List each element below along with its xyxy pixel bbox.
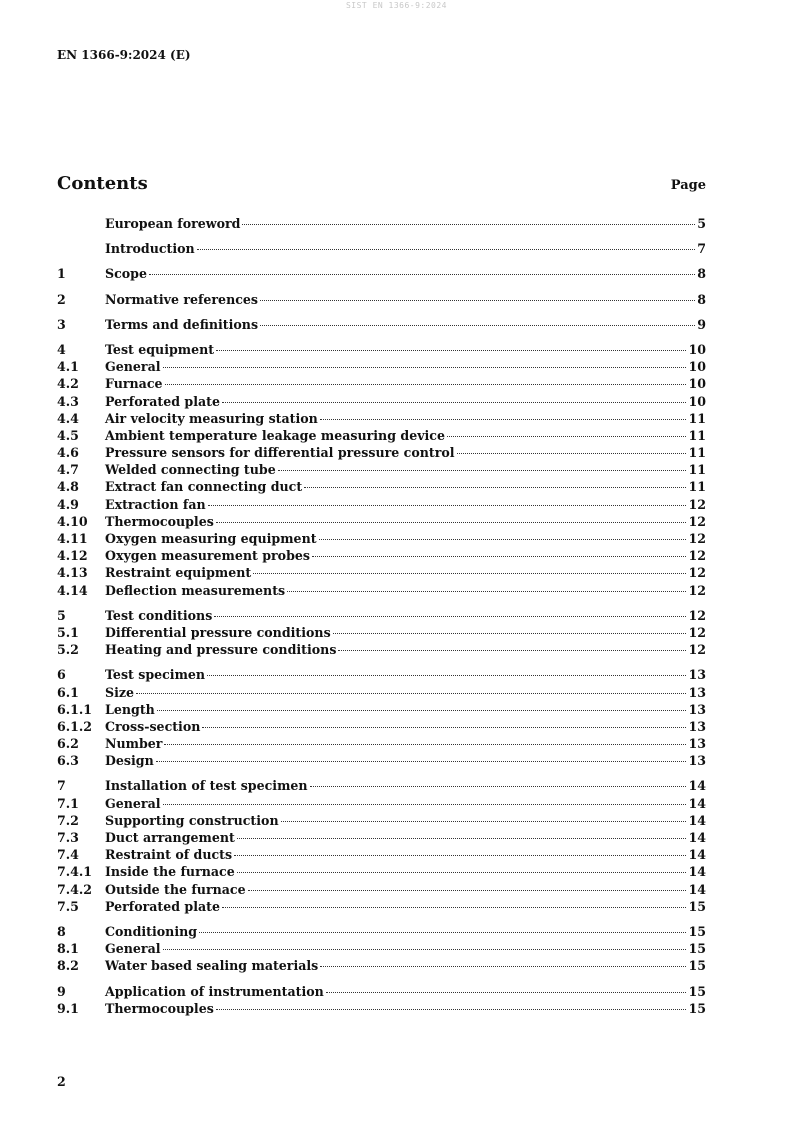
toc-entry-page: 13 — [688, 684, 706, 700]
toc-entry[interactable] — [57, 514, 706, 531]
toc-entry-title: Terms and definitions — [105, 316, 259, 332]
toc-leader-dots — [164, 744, 686, 745]
toc-entry-title: Scope — [105, 266, 147, 282]
toc-leader-dots — [248, 890, 687, 891]
toc-entry-number: 4.5 — [57, 427, 79, 443]
toc-entry-number: 7 — [57, 778, 66, 794]
toc-leader-dots — [202, 727, 686, 728]
toc-leader-dots — [156, 761, 687, 762]
toc-leader-dots — [216, 522, 687, 523]
toc-leader-dots — [320, 966, 686, 967]
toc-group — [57, 292, 706, 309]
toc-entry[interactable] — [57, 266, 706, 283]
toc-entry[interactable] — [57, 899, 706, 916]
toc-entry-title: General — [105, 359, 161, 375]
toc-entry-title: Thermocouples — [105, 1000, 214, 1016]
toc-leader-dots — [216, 1009, 687, 1010]
toc-leader-dots — [253, 573, 686, 574]
toc-group — [57, 216, 706, 233]
toc-entry-page: 13 — [688, 736, 706, 752]
table-of-contents — [57, 216, 706, 1026]
toc-entry-title: Extract fan connecting duct — [105, 479, 303, 495]
toc-entry-title: Furnace — [105, 376, 163, 392]
toc-entry-title: Introduction — [105, 241, 195, 257]
toc-entry[interactable] — [57, 864, 706, 881]
toc-entry-page: 12 — [688, 565, 706, 581]
toc-leader-dots — [320, 419, 687, 420]
toc-entry[interactable] — [57, 958, 706, 975]
toc-entry[interactable] — [57, 830, 706, 847]
toc-entry-number: 6 — [57, 667, 66, 683]
toc-entry[interactable] — [57, 796, 706, 813]
toc-entry-number: 8.1 — [57, 941, 79, 957]
toc-leader-dots — [338, 650, 686, 651]
toc-entry-number: 6.3 — [57, 753, 79, 769]
toc-entry-page: 12 — [688, 496, 706, 512]
toc-entry-number: 4.11 — [57, 531, 88, 546]
toc-entry[interactable] — [57, 241, 706, 258]
toc-entry-title: Water based sealing materials — [105, 958, 319, 974]
toc-entry[interactable] — [57, 1001, 706, 1018]
toc-entry-page: 10 — [688, 393, 706, 409]
toc-entry-page: 11 — [688, 462, 706, 478]
toc-leader-dots — [216, 350, 686, 351]
toc-entry-page: 10 — [688, 341, 706, 357]
toc-entry-page: 14 — [688, 778, 706, 794]
toc-entry-page: 13 — [688, 667, 706, 683]
toc-group — [57, 778, 706, 916]
toc-entry-page: 11 — [688, 479, 706, 495]
toc-entry-number: 4.14 — [57, 582, 88, 598]
toc-entry-title: Application of instrumentation — [105, 983, 324, 999]
toc-leader-dots — [163, 949, 687, 950]
toc-entry-title: Ambient temperature leakage measuring device — [105, 427, 445, 443]
toc-entry[interactable] — [57, 685, 706, 702]
toc-entry-title: Installation of test specimen — [105, 778, 308, 794]
toc-group — [57, 984, 706, 1018]
toc-leader-dots — [163, 804, 687, 805]
toc-leader-dots — [149, 274, 695, 275]
toc-leader-dots — [157, 710, 687, 711]
toc-leader-dots — [260, 300, 695, 301]
toc-entry-number: 6.1.2 — [57, 718, 93, 734]
toc-entry-number: 5.1 — [57, 624, 79, 640]
toc-entry-page: 13 — [688, 701, 706, 717]
toc-entry-page: 8 — [697, 291, 706, 307]
toc-entry[interactable] — [57, 941, 706, 958]
toc-entry-page: 8 — [697, 266, 706, 282]
toc-entry-number: 7.4.2 — [57, 881, 93, 897]
toc-leader-dots — [304, 487, 686, 488]
toc-entry-title: Extraction fan — [105, 496, 206, 512]
toc-entry[interactable] — [57, 583, 706, 600]
toc-leader-dots — [310, 786, 687, 787]
toc-entry-page: 12 — [688, 624, 706, 640]
toc-entry-title: Test specimen — [105, 667, 206, 683]
toc-entry[interactable] — [57, 428, 706, 445]
toc-entry-page: 7 — [697, 241, 706, 257]
toc-entry[interactable] — [57, 642, 706, 659]
toc-entry-title: General — [105, 795, 161, 811]
toc-entry-title: Design — [105, 753, 154, 769]
toc-entry-title: Inside the furnace — [105, 864, 235, 880]
toc-entry-title: Test equipment — [105, 341, 215, 357]
toc-entry-page: 12 — [688, 582, 706, 598]
toc-leader-dots — [237, 838, 687, 839]
toc-leader-dots — [237, 872, 687, 873]
toc-entry-title: Normative references — [105, 291, 259, 307]
toc-entry[interactable] — [57, 394, 706, 411]
toc-entry-number: 4.8 — [57, 479, 79, 495]
toc-leader-dots — [165, 384, 687, 385]
toc-entry[interactable] — [57, 847, 706, 864]
toc-entry-number: 7.5 — [57, 898, 79, 914]
toc-entry-page: 12 — [688, 548, 706, 564]
toc-entry-page: 12 — [688, 642, 706, 658]
toc-entry-number: 4.9 — [57, 496, 79, 512]
toc-entry-title: Welded connecting tube — [105, 462, 276, 478]
toc-entry-page: 11 — [688, 427, 706, 443]
toc-entry[interactable] — [57, 445, 706, 462]
toc-entry[interactable] — [57, 317, 706, 334]
toc-entry-number: 2 — [57, 291, 66, 307]
toc-entry-title: Supporting construction — [105, 812, 279, 828]
toc-entry-number: 5 — [57, 607, 66, 623]
toc-entry[interactable] — [57, 778, 706, 795]
toc-entry[interactable] — [57, 216, 706, 233]
toc-leader-dots — [281, 821, 687, 822]
toc-entry-page: 14 — [688, 864, 706, 880]
toc-entry[interactable] — [57, 292, 706, 309]
toc-entry-title: Test conditions — [105, 607, 213, 623]
toc-entry-page: 15 — [688, 983, 706, 999]
toc-leader-dots — [312, 556, 686, 557]
toc-entry-number: 4.1 — [57, 359, 79, 375]
toc-entry-title: Thermocouples — [105, 513, 214, 529]
toc-entry-number: 4.13 — [57, 565, 88, 581]
toc-entry-page: 10 — [688, 359, 706, 375]
toc-entry-number: 4 — [57, 341, 66, 357]
toc-entry-page: 13 — [688, 718, 706, 734]
document-id: EN 1366-9:2024 (E) — [57, 48, 191, 62]
toc-leader-dots — [319, 539, 687, 540]
toc-entry-number: 6.1.1 — [57, 701, 93, 717]
contents-heading — [57, 173, 706, 194]
toc-entry-title: Restraint equipment — [105, 565, 252, 581]
toc-entry-title: Oxygen measuring equipment — [105, 531, 317, 546]
toc-entry[interactable] — [57, 548, 706, 565]
watermark: SIST EN 1366-9:2024 — [345, 1, 447, 10]
toc-entry-number: 4.6 — [57, 445, 79, 461]
toc-entry-number: 4.7 — [57, 462, 79, 478]
contents-title: Contents — [57, 173, 148, 194]
toc-entry-page: 5 — [697, 216, 706, 231]
toc-entry-number: 3 — [57, 316, 66, 332]
toc-leader-dots — [222, 402, 686, 403]
toc-leader-dots — [242, 224, 695, 225]
toc-entry[interactable] — [57, 667, 706, 684]
toc-group — [57, 924, 706, 976]
toc-entry[interactable] — [57, 753, 706, 770]
toc-leader-dots — [447, 436, 686, 437]
toc-leader-dots — [136, 693, 686, 694]
toc-leader-dots — [326, 992, 687, 993]
toc-entry-title: Perforated plate — [105, 898, 220, 914]
toc-entry-number: 1 — [57, 266, 66, 282]
toc-entry-page: 13 — [688, 753, 706, 769]
toc-entry[interactable] — [57, 608, 706, 625]
toc-leader-dots — [333, 633, 687, 634]
toc-entry-number: 6.2 — [57, 736, 79, 752]
toc-entry-page: 14 — [688, 812, 706, 828]
toc-entry-title: Outside the furnace — [105, 881, 246, 897]
toc-leader-dots — [208, 505, 687, 506]
toc-entry-title: Conditioning — [105, 923, 198, 939]
toc-entry-title: Number — [105, 736, 163, 752]
page-column-label: Page — [670, 178, 706, 193]
toc-entry-number: 4.10 — [57, 513, 88, 529]
toc-entry[interactable] — [57, 565, 706, 582]
toc-leader-dots — [222, 907, 686, 908]
toc-group — [57, 266, 706, 283]
toc-entry-title: Perforated plate — [105, 393, 220, 409]
toc-entry-number: 7.2 — [57, 812, 79, 828]
toc-leader-dots — [197, 249, 696, 250]
toc-entry-page: 15 — [688, 923, 706, 939]
toc-entry-title: Length — [105, 701, 155, 717]
toc-entry-title: Differential pressure conditions — [105, 624, 331, 640]
toc-entry[interactable] — [57, 462, 706, 479]
toc-entry[interactable] — [57, 625, 706, 642]
footer-page-number: 2 — [57, 1074, 66, 1089]
toc-entry-title: Deflection measurements — [105, 582, 286, 598]
toc-entry[interactable] — [57, 736, 706, 753]
toc-entry-number: 6.1 — [57, 684, 79, 700]
toc-entry-number: 7.3 — [57, 830, 79, 845]
toc-entry[interactable] — [57, 479, 706, 496]
toc-entry-number: 8.2 — [57, 958, 79, 974]
toc-entry-page: 10 — [688, 376, 706, 392]
toc-group — [57, 317, 706, 334]
toc-entry-number: 4.12 — [57, 548, 88, 564]
toc-entry-page: 12 — [688, 607, 706, 623]
toc-entry-page: 14 — [688, 830, 706, 845]
toc-entry-page: 14 — [688, 847, 706, 863]
toc-leader-dots — [457, 453, 687, 454]
toc-entry[interactable] — [57, 531, 706, 548]
toc-entry-number: 4.4 — [57, 410, 79, 426]
toc-entry-page: 11 — [688, 410, 706, 426]
toc-entry[interactable] — [57, 719, 706, 736]
toc-group — [57, 241, 706, 258]
toc-entry-page: 14 — [688, 795, 706, 811]
toc-entry-title: General — [105, 941, 161, 957]
toc-entry-page: 15 — [688, 1000, 706, 1016]
toc-leader-dots — [199, 932, 686, 933]
toc-entry-title: Oxygen measurement probes — [105, 548, 310, 564]
toc-entry-number: 7.4.1 — [57, 864, 93, 880]
toc-entry-number: 7.1 — [57, 795, 79, 811]
toc-entry-page: 15 — [688, 941, 706, 957]
toc-entry[interactable] — [57, 411, 706, 428]
toc-leader-dots — [234, 855, 686, 856]
toc-entry-number: 9.1 — [57, 1000, 79, 1016]
toc-entry[interactable] — [57, 376, 706, 393]
toc-entry-title: Restraint of ducts — [105, 847, 233, 863]
toc-entry-title: Duct arrangement — [105, 830, 235, 845]
toc-entry-page: 12 — [688, 513, 706, 529]
toc-entry[interactable] — [57, 984, 706, 1001]
toc-entry-number: 9 — [57, 983, 66, 999]
toc-entry-title: Cross-section — [105, 718, 201, 734]
toc-entry-title: Air velocity measuring station — [105, 410, 318, 426]
toc-entry-title: Size — [105, 684, 135, 700]
toc-group — [57, 342, 706, 600]
toc-entry[interactable] — [57, 342, 706, 359]
toc-entry[interactable] — [57, 924, 706, 941]
toc-entry-page: 9 — [697, 316, 706, 332]
toc-entry-number: 8 — [57, 923, 66, 939]
toc-entry[interactable] — [57, 497, 706, 514]
toc-entry-page: 11 — [688, 445, 706, 461]
toc-entry[interactable] — [57, 882, 706, 899]
toc-leader-dots — [278, 470, 687, 471]
toc-group — [57, 667, 706, 770]
toc-group — [57, 608, 706, 660]
toc-entry-number: 7.4 — [57, 847, 79, 863]
toc-entry-page: 15 — [688, 898, 706, 914]
toc-entry[interactable] — [57, 702, 706, 719]
toc-entry-number: 4.2 — [57, 376, 79, 392]
toc-leader-dots — [163, 367, 687, 368]
toc-entry-number: 5.2 — [57, 642, 79, 658]
toc-entry-page: 15 — [688, 958, 706, 974]
toc-leader-dots — [260, 325, 695, 326]
toc-entry-page: 12 — [688, 531, 706, 546]
toc-entry-title: Heating and pressure conditions — [105, 642, 337, 658]
toc-entry-page: 14 — [688, 881, 706, 897]
toc-leader-dots — [207, 675, 686, 676]
toc-leader-dots — [287, 591, 686, 592]
toc-entry-title: European foreword — [105, 216, 241, 231]
toc-entry-number: 4.3 — [57, 393, 79, 409]
toc-leader-dots — [214, 616, 686, 617]
toc-entry[interactable] — [57, 359, 706, 376]
toc-entry[interactable] — [57, 813, 706, 830]
toc-entry-title: Pressure sensors for differential pressure control — [105, 445, 455, 461]
